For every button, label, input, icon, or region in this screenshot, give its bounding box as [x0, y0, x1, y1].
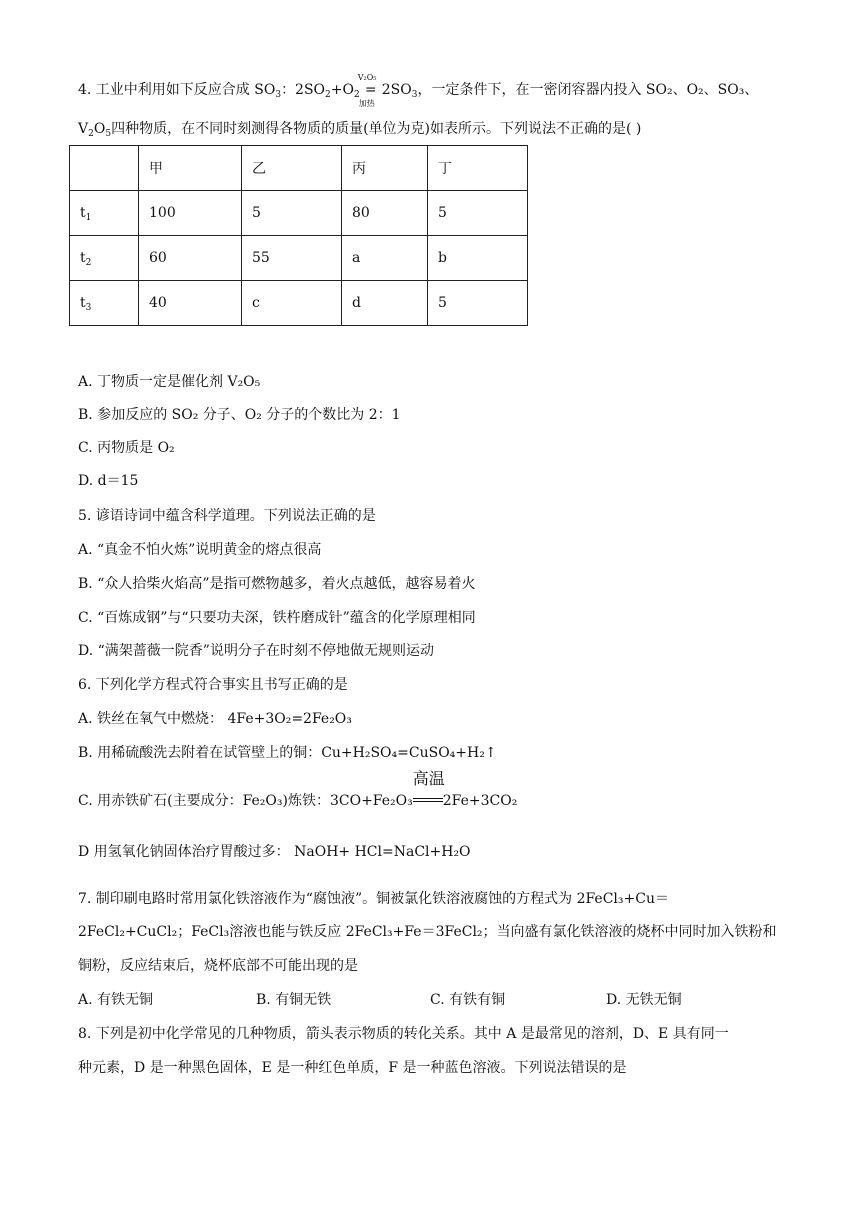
table-cell: b: [428, 236, 528, 281]
row-label: $t_2$: [70, 236, 139, 281]
table-cell: c: [242, 281, 342, 326]
table-cell: 5: [428, 191, 528, 236]
q8-stem-line2: 种元素，D 是一种黑色固体，E 是一种红色单质，F 是一种蓝色溶液。下列说法错误的是: [78, 1060, 627, 1076]
table-cell: 5: [242, 191, 342, 236]
table-cell: 55: [242, 236, 342, 281]
table-cell: 5: [428, 281, 528, 326]
q4-option-d: D. d＝15: [78, 473, 139, 489]
table-header-cell: [70, 146, 139, 191]
q7-option-c: C. 有铁有铜: [430, 992, 506, 1008]
table-cell: 60: [139, 236, 242, 281]
q4-stem-line1: 4. 工业中利用如下反应合成 $SO_3$：$2SO_2+O_2$ V₂O₅ = 加热 $2SO_3$，一定条件下，在一密闭容器内投入 SO₂、O₂、SO₃、: [78, 73, 759, 108]
q5-option-c: C. “百炼成钢”与“只要功夫深，铁杵磨成针”蕴含的化学原理相同: [78, 610, 476, 626]
q5-option-b: B. “众人拾柴火焰高”是指可燃物越多，着火点越低，越容易着火: [78, 576, 476, 592]
row-label: $t_3$: [70, 281, 139, 326]
table-cell: 100: [139, 191, 242, 236]
q7-stem-line1: 7. 制印刷电路时常用氯化铁溶液作为“腐蚀液”。铜被氯化铁溶液腐蚀的方程式为 2FeCl₃+Cu＝: [78, 891, 669, 907]
high-temp-condition: 高温: [413, 791, 443, 811]
table-header-cell: 丁: [428, 146, 528, 191]
table-row: [70, 281, 528, 326]
table-cell: a: [342, 236, 428, 281]
table-header-cell: 乙: [242, 146, 342, 191]
q6-option-a: A. 铁丝在氧气中燃烧： 4Fe+3O₂=2Fe₂O₃: [78, 711, 352, 727]
q5-option-a: A. “真金不怕火炼”说明黄金的熔点很高: [78, 542, 322, 558]
table-header-cell: 丙: [342, 146, 428, 191]
row-label: $t_1$: [70, 191, 139, 236]
q6-stem: 6. 下列化学方程式符合事实且书写正确的是: [78, 677, 348, 693]
q6-option-d: D 用氢氧化钠固体治疗胃酸过多： NaOH+ HCl=NaCl+H₂O: [78, 844, 471, 860]
q7-option-b: B. 有铜无铁: [256, 992, 332, 1008]
q7-option-d: D. 无铁无铜: [606, 992, 682, 1008]
table-cell: 80: [342, 191, 428, 236]
q4-option-c: C. 丙物质是 O₂: [78, 440, 175, 456]
q6-option-b: B. 用稀硫酸洗去附着在试管壁上的铜：Cu+H₂SO₄=CuSO₄+H₂↑: [78, 745, 497, 761]
q7-option-a: A. 有铁无铜: [78, 992, 154, 1008]
table-header-cell: 甲: [139, 146, 242, 191]
table-header-row: [70, 146, 528, 191]
table-cell: d: [342, 281, 428, 326]
q5-stem: 5. 谚语诗词中蕴含科学道理。下列说法正确的是: [78, 508, 376, 524]
q4-stem-line2: $V_2O_5$四种物质，在不同时刻测得各物质的质量(单位为克)如表所示。下列说法不正确的是( ): [78, 121, 642, 139]
reaction-condition: V₂O₅ = 加热: [357, 73, 377, 108]
q4-option-b: B. 参加反应的 SO₂ 分子、O₂ 分子的个数比为 2：1: [78, 407, 401, 423]
q4-option-a: A. 丁物质一定是催化剂 V₂O₅: [78, 374, 261, 390]
table-row: [70, 236, 528, 281]
q7-stem-line2: 2FeCl₂+CuCl₂；FeCl₃溶液也能与铁反应 2FeCl₃+Fe＝3FeCl₂；当向盛有氯化铁溶液的烧杯中同时加入铁粉和: [78, 924, 777, 940]
q7-stem-line3: 铜粉，反应结束后，烧杯底部不可能出现的是: [78, 958, 358, 974]
table-row: [70, 191, 528, 236]
q6-option-c: C. 用赤铁矿石(主要成分：Fe₂O₃)炼铁：3CO+Fe₂O₃ 高温 2Fe+3CO₂: [78, 769, 518, 809]
q4-mass-table: [69, 145, 528, 326]
q8-stem-line1: 8. 下列是初中化学常见的几种物质，箭头表示物质的转化关系。其中 A 是最常见的溶剂，D、E 具有同一: [78, 1026, 729, 1042]
q5-option-d: D. “满架蔷薇一院香”说明分子在时刻不停地做无规则运动: [78, 643, 434, 659]
table-cell: 40: [139, 281, 242, 326]
